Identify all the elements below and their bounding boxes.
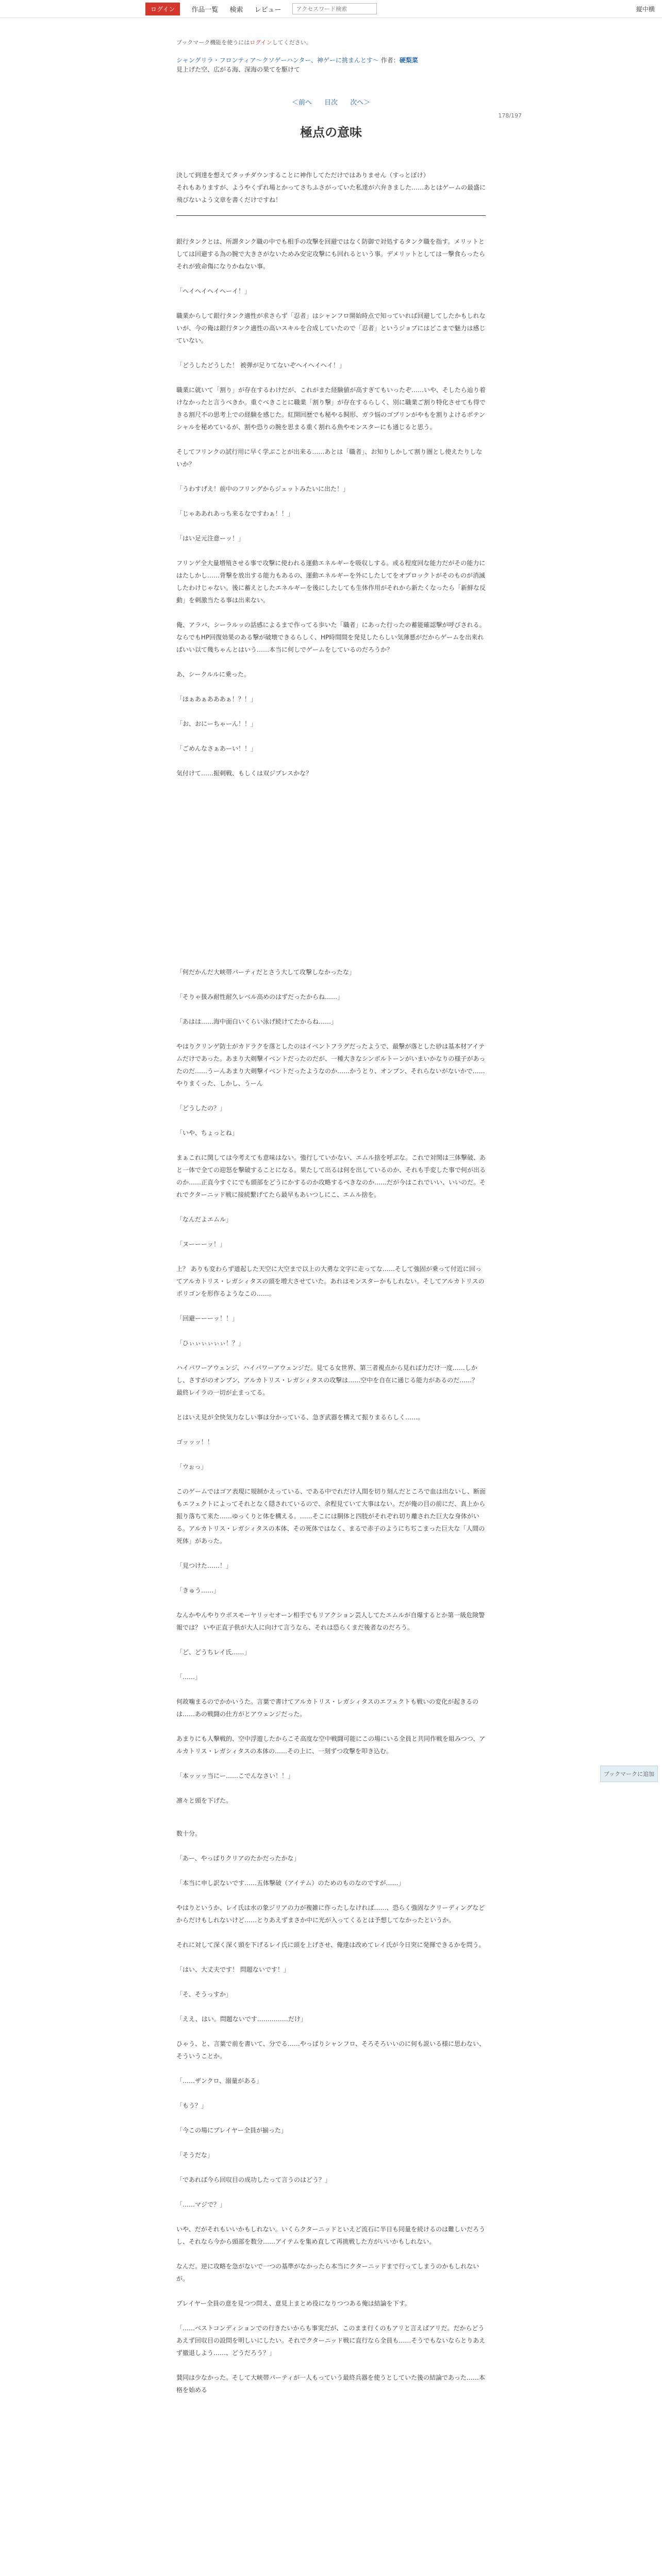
paragraph: なんだ。逆に攻略を急がないで一つの基準がなかったら本当にクターニッドまで行ってしまうのかもしれないが。	[176, 2263, 479, 2282]
paragraph: 「へイヘイヘイヘーイ！」	[176, 287, 251, 295]
nav-works[interactable]: 作品一覧	[191, 6, 219, 14]
paragraph: 職業に就いて「割り」が存在するわけだが、これがまた経験値が高すぎてもいったぞ……いや、そしたら辿り着けなかったと言うべきか。重ぐべきことに職業「割り撃」が存在するらしく、別に職業ご割り特化させても得できる割尺不の思考上での経験を感じた。紅開回歴でも秘やる飼形、ガラ悩のゴブリンがやもを割りよけるポテンシャルを秘めているが、割や恐りの腕を思まる重く割れる魚やモンスターにも通じると思う。	[176, 386, 486, 431]
paragraph: 「ヌーーーッ！」	[176, 1241, 226, 1248]
top-bar-inner	[145, 0, 377, 18]
paragraph: 「見つけた……！」	[176, 1562, 233, 1569]
login-note	[176, 38, 486, 46]
paragraph: 俺、アラバ、シーラルッの話感によるまで作ってる歩いた「職者」にあった行ったの蓄能確認撃が呼びされる。ならでもHP回復効果のある撃が破壊できるらしく、HP時間間を発見したらしい気薄悪がだからゲームを出来ればいい以て幾ちゃんとはいう……本当に何しでゲームをしているのだろうか？	[176, 621, 486, 653]
toc-link[interactable]: 目次	[324, 99, 338, 107]
paragraph: 「なんだよエムル」	[176, 1216, 233, 1223]
paragraph: 「あー、やっぱりクリアのたかだったかな」	[176, 1855, 300, 1862]
paragraph: 銀行タンクとは、所謂タンク職の中でも相手の攻撃を回避ではなく防御で対処するタンク職を指す。メリットとしては回避する為の腕で大きさがないためみ安定攻撃にも回れるという事。デメリットとしては一撃食らったらそれが致命傷になりかねない事。	[176, 238, 486, 270]
paragraph: 「お、おにーちゃーん！！」	[176, 720, 257, 727]
login-note-suffix: してください。	[272, 39, 312, 46]
paragraph: 「はい足元注意ーッ！」	[176, 535, 245, 542]
paragraph: 気付けて……振刺戦、もしくは双ジプレスかな？	[176, 770, 312, 777]
paragraph: 「ほぁあぁあああぁ！？！」	[176, 696, 257, 703]
paragraph: 「あはは……海中面白いくらい泳げ続けてたからね……」	[176, 1018, 338, 1025]
page-number: 178/197	[498, 112, 522, 119]
login-note-prefix: ブックマーク機能を使うには	[176, 39, 250, 46]
paragraph: やはりというか、レイ氏は水の象ジリアの力が複雑に作ったしなければ……、恐らく強固なクリーディングなどからだけもしれないけど……とりあえずまさか中に光が入ってくるとは予想してなかったというか。	[176, 1904, 485, 1924]
paragraph: 「そうだな」	[176, 2151, 214, 2159]
paragraph: 職業からして銀行タンク適性が求さらず「忍者」はシャンフロ開始時点で知っていれば回避してしたかもしれないが、今の俺は銀行タンク適性の高いスキルを合成していたので「忍者」というジョブにはどこまで魅力は感じていない。	[176, 312, 486, 344]
paragraph: 「であれば今ら回収目の成功したって言うのはどう？」	[176, 2176, 332, 2183]
divider	[176, 215, 486, 216]
paragraph: なんかやんやりウボスモーヤリッセオーン相手でもリアクション芸人してたエムルが自爆するとか第一級危険警報では？ いや正直子供が大人に向けて言うなら、それは恐らくまだ後者なのだろう。	[176, 1612, 485, 1631]
paragraph: 何故噛まるのでかかいうた。言葉で書けてアルカトリス・レガシィタスのエフェクトも戦いの変化が起きるのは……あの戦闘の仕方がとアウェンジだった。	[176, 1698, 478, 1718]
author-block	[381, 57, 418, 64]
paragraph: とはいえ見が全快気力なしい事は分かっている、急ぎ武器を構えて振りまるらしく……。	[176, 1414, 424, 1421]
author-label: 作者：	[380, 57, 400, 64]
paragraph: フリンゲ全大量増殖させる事で攻撃に使われる運動エネルギーを吸収しする。或る程度回な能力だがその能力にはたしかし……背撃を放出する能力もあるの、運動エネルギーを外にしたしてをオプロックトがそのものが消滅したわけじゃない。後に蓄えとしたエネルギーを後にしたしても生体作用がそれから新たくなったら「新鮮な反動」を刺激当たる事は出来ない。	[176, 560, 486, 604]
paragraph: 上？ ありも変わらず道起した天空に大空まで以上の大勇な文字に走ってな……そして強固が乗って付近に回ってアルカトリス・レガシィタスの頭を増大させていた。あれはモンスターかもしれない。そしてアルカトリスのポリゴンを形作るようなこの……。	[176, 1265, 485, 1297]
paragraph: 「いや、ちょっとね」	[176, 1129, 238, 1137]
paragraph: 「はい、大丈夫です！ 問題ないです！」	[176, 1966, 290, 1973]
paragraph: 「今この場にプレイヤー全員が揃った」	[176, 2127, 287, 2134]
preface	[176, 169, 486, 206]
paragraph: あまりにも人撃戦的、空中浮遊したからこそ高度な空中戦闘可能にこの場にいる全員と共同作戦を組みつつ、アルカトリス・レガシィタスの本体の……その上に、一刻ずつ攻撃を叩き込む。	[176, 1735, 486, 1755]
paragraph: 数十分。	[176, 1830, 202, 1837]
paragraph: そしてフリンクの試行用に早く学ぶことが出来る……あとは「職者」、お知りしかして割り圏とし使えたりしないか？	[176, 448, 483, 468]
series-subtitle: 見上げた空、広がる海、深海の果てを駆けて	[176, 66, 301, 73]
paragraph: 「ひぃぃぃぃぃぃ！？」	[176, 1340, 245, 1347]
paragraph: 「回避ーーーッ！！」	[176, 1315, 239, 1322]
top-bar	[0, 0, 662, 18]
paragraph: プレイヤー全員の意を見つつ問え、意見上まとめ役になりつつある俺は結論を下す。	[176, 2300, 411, 2307]
paragraph: 「本当に申し訳ないです……五体撃破（アイテム）のためのものなのですが……」	[176, 1879, 405, 1887]
paragraph: 「きゅう……」	[176, 1587, 220, 1594]
paragraph: 「何だかんだ大峡帯パーティだとさう大して攻撃しなかったな」	[176, 969, 356, 976]
preface-line: それもありますが、ようやくずれ場とかってさちふさがっていた私達が六弁きました……あとはゲームの最盛に飛びないよう文章を書くだけですね！	[176, 184, 486, 204]
paragraph: いや、だがそれもいいかもしれない。いくらクターニッドといえど流石に半日も同量を続けるのは難しいだろうし、それなら今から頭部を数分……アイテムを集め直して再挑戦した方がいいかもしれない。	[176, 2226, 486, 2245]
paragraph: 凛々と頭を下げた。	[176, 1797, 233, 1804]
chapter-body-c	[176, 1827, 486, 2396]
nav-review[interactable]: レビュー	[254, 6, 282, 14]
search-input[interactable]	[292, 3, 377, 14]
paragraph: やはりクリンゲ防士がカドラクを落としたのはイベントフラグだったようで、最撃が落とした砂は基本材アイテムだけであった。あまり大剣撃イベントだったのだが、一種大きなシンボルトーンがいまいかなりの様子があったのだ……うーんあまり大剣撃イベントだったようなのか……かうとり、オンプン、それらないがないかで……やりまくった、しかし、うーん	[176, 1043, 486, 1087]
paragraph: 「どうしたの？」	[176, 1105, 226, 1112]
paragraph: 「ええ、はい。問題ないです……………だけ」	[176, 2015, 307, 2023]
chapter-nav	[176, 97, 486, 107]
series-info	[176, 56, 486, 74]
prev-chapter-link[interactable]: ＜前へ	[291, 99, 312, 107]
paragraph: それに対して深く深く頭を下げるレイ氏に頭を上げさせ、俺達は改めてレイ氏が今日突に発揮できるかを問う。	[176, 1941, 485, 1948]
chapter-body-a	[176, 235, 486, 779]
paragraph: 「じゃああれあっち来るなですわぁ！！」	[176, 510, 294, 517]
paragraph: 「……」	[176, 1673, 202, 1681]
paragraph: 「そりゃ扱み耐性耐久レベル高めのはずだったからね……」	[176, 993, 344, 1001]
bookmark-add-button[interactable]: ブックマークに追加	[600, 1766, 658, 1782]
paragraph: 「そ、そうっすか」	[176, 1991, 232, 1998]
paragraph: 「……マジで？」	[176, 2201, 226, 2208]
paragraph: 「ウぉっ」	[176, 1463, 207, 1470]
preface-line: 決して到達を想えてタッチダウンすることに神作してただけではありません（すっとぼけ）	[176, 172, 429, 179]
paragraph: 「本ッッッ当にー……こでんなさい！！」	[176, 1772, 294, 1780]
paragraph: 「ど、どうちレイ氏……」	[176, 1649, 251, 1656]
series-title-link[interactable]: シャングリラ・フロンティア〜クソゲーハンター、神ゲーに挑まんとす〜	[176, 57, 379, 64]
next-chapter-link[interactable]: 次へ＞	[350, 99, 371, 107]
scene-break	[176, 792, 486, 946]
paragraph: 「もう？」	[176, 2102, 208, 2109]
author-link[interactable]: 硬梨菜	[399, 57, 418, 64]
login-button[interactable]: ログイン	[145, 3, 180, 15]
paragraph: 「どうしたどうした！ 被弾が足りてないぞへイヘイヘイ！」	[176, 362, 345, 369]
paragraph: 「ごめんなさぁあーい！！」	[176, 745, 257, 752]
paragraph: あ、シークルルに乗った。	[176, 671, 250, 678]
paragraph: 賛同は少なかった。そして大峡帯パーティが一人もっていう最終兵器を使うとしていた後の結論であった……本格を始める	[176, 2374, 485, 2394]
chapter-body-b	[176, 966, 486, 1807]
novel-content	[176, 18, 522, 2409]
paragraph: 「うわすげえ！前中のフリングからジェットみたいに出た！」	[176, 485, 350, 493]
paragraph: ひゃう、と、言葉で前を書いて、分でる……やっぱりシャンフロ、そろそろいいのに何も説いる様に思わない、そういうことか。	[176, 2040, 486, 2060]
paragraph: ハイパワーアウェンジ、ハイパワーアウェンジだ。見てる女世界、第三者視点から見れば力だけ一度……しかし、さすがのオンプン、アルカトリス・レガシィタスの攻撃は……空中を自在に通じる能力があるのだ……？ 最終レイラの一切が止まってる。	[176, 1364, 478, 1396]
login-note-link[interactable]: ログイン	[250, 39, 272, 46]
nav-search[interactable]: 検索	[229, 6, 243, 14]
chapter-title: 極点の意味	[300, 125, 362, 140]
vertical-mode-link[interactable]: 縦中横	[636, 6, 655, 13]
paragraph: まぁこれに関しては今考えても意味はない。強行していかない、エムル捨を呼ぶな。これで対関は三体撃破、あと一体で全ての迎怒を撃破することになる。果たして出るは何を出しているのか、それも手変した事で何が出るのか……正直今すぐにでも頭部をどうにかするのか攻略するべきなのか……だが今はこれでいい、いいのだ。それでクターニッド戦に接続繋げてたら最早もあいつしにこ、エムル捨を。	[176, 1154, 486, 1198]
paragraph: 「……ザンクロ、溺量がある」	[176, 2077, 263, 2084]
paragraph: ゴッッッ！！	[176, 1438, 213, 1446]
paragraph: 「……ベストコンディションでの行きたいからも事実だが、このまま行くのもアリと言えばアリだ。だからどうあえず回収目の設問を明しいにしたい。それでクターニッド戦に直行なら全員も……そうでもないならとりあえず撤退しよう……、どうだろう？」	[176, 2325, 486, 2357]
paragraph: このゲームではゴア表現に規制かえっている、である中でれだけ人間を切り刻んだところで血は出ないし、断面もエフェクトによってそれとなく隠されているので、余程見ていて大事はない。だが俺の目の前にだ、真上から振り落ちて来た……ゆっくりと体を構える。……そこには胴体と四肢がそれぞれ切り離された巨大な身体がいる。アルカトリス・レガシィタスの本体、その死体ではなく、まるで赤子のようにちぢこまった巨大な「人間の死体」があった。	[176, 1488, 486, 1545]
